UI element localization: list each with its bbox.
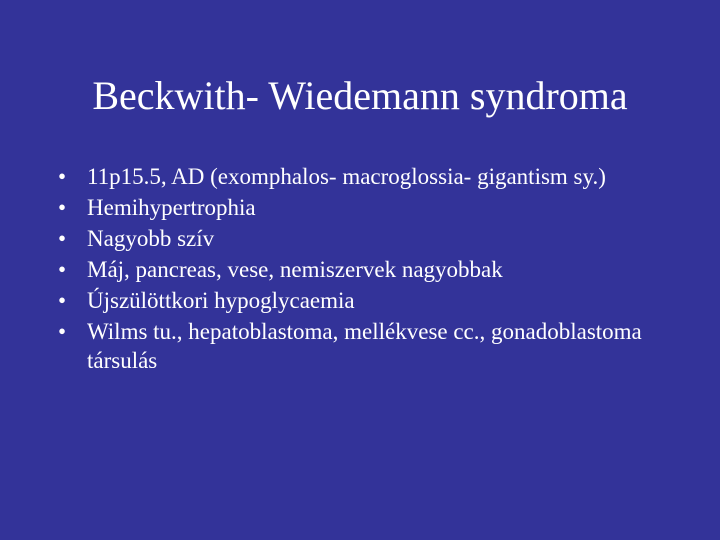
bullet-text: 11p15.5, AD (exomphalos- macroglossia- gigantism sy.)	[87, 164, 606, 189]
bullet-text: Nagyobb szív	[87, 226, 215, 251]
bullet-text: Újszülöttkori hypoglycaemia	[87, 288, 355, 313]
list-item	[58, 224, 678, 253]
bullet-marker: •	[58, 319, 67, 344]
bullet-text: Wilms tu., hepatoblastoma, mellékvese cc., gonadoblastoma társulás	[87, 319, 642, 373]
bullet-text: Hemihypertrophia	[87, 195, 256, 220]
list-item	[58, 193, 678, 222]
list-item	[58, 317, 678, 375]
bullet-marker: •	[58, 257, 67, 282]
bullet-list	[58, 162, 678, 377]
list-item	[58, 255, 678, 284]
bullet-marker: •	[58, 226, 67, 251]
slide-title: Beckwith- Wiedemann syndroma	[92, 73, 628, 118]
bullet-marker: •	[58, 288, 67, 313]
bullet-marker: •	[58, 164, 67, 189]
list-item	[58, 286, 678, 315]
bullet-text: Máj, pancreas, vese, nemiszervek nagyobbak	[87, 257, 503, 282]
list-item	[58, 162, 678, 191]
bullet-marker: •	[58, 195, 67, 220]
